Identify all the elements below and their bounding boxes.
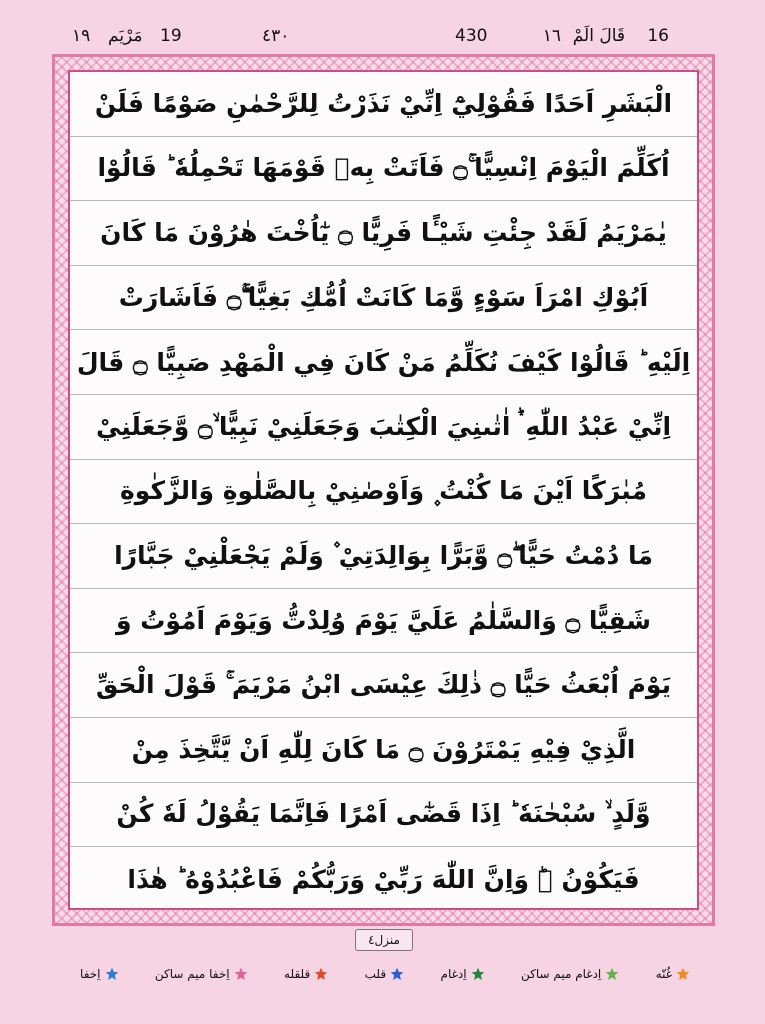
legend-label: غُنّه [655, 967, 672, 981]
page-number: 430 [455, 26, 488, 46]
legend-label: قلب [364, 967, 387, 981]
legend-item-idgham-meem-saakin [521, 967, 619, 981]
text-line-1: الْبَشَرِ اَحَدًا فَقُوْلِيْٓ اِنِّيْ نَذَرْتُ لِلرَّحْمٰنِ صَوْمًا فَلَنْ [70, 72, 697, 137]
legend-item-qalqala [284, 967, 328, 981]
legend-item-qalb [365, 967, 405, 981]
surah-number-arabic: ١٩ [72, 26, 91, 46]
star-icon [605, 967, 619, 981]
juz-number: 16 [647, 26, 669, 46]
manzil-label: منزل٤ [355, 929, 413, 951]
text-line-8: مَا دُمْتُ حَيًّا ۖ۝ وَّبَرًّا بِوَالِدَتِيْ ۫ وَلَمْ يَجْعَلْنِيْ جَبَّارًا [70, 524, 697, 589]
legend-label: قلقله [284, 967, 311, 981]
text-line-2: اُكَلِّمَ الْيَوْمَ اِنْسِيًّا ۚ۝ فَاَتَتْ بِهٖ قَوْمَهَا تَحْمِلُهٗ ؕ قَالُوْا [70, 137, 697, 202]
quran-text-panel [68, 70, 699, 910]
legend-label: اِدغام میم ساکن [520, 967, 602, 981]
legend-star-shape [234, 968, 247, 980]
text-line-10: يَوْمَ اُبْعَثُ حَيًّا ۝ ذٰلِكَ عِيْسَى ابْنُ مَرْيَمَ ۚ قَوْلَ الْحَقِّ [70, 653, 697, 718]
legend-item-idgham [441, 967, 485, 981]
legend-label: اِدغام [440, 967, 467, 981]
legend-label: اِخفا [80, 967, 101, 981]
star-icon [390, 967, 404, 981]
text-line-12: وَّلَدٍ ۙ سُبْحٰنَهٗ ؕ اِذَا قَضٰٓى اَمْرًا فَاِنَّمَا يَقُوْلُ لَهٗ كُنْ [70, 783, 697, 848]
juz-number-arabic: ١٦ [542, 26, 561, 46]
legend-item-ikhfa [80, 967, 118, 981]
text-line-4: اَبُوْكِ امْرَاَ سَوْءٍ وَّمَا كَانَتْ اُمُّكِ بَغِيًّا ۖۚ۝ فَاَشَارَتْ [70, 266, 697, 331]
tajweed-legend [80, 960, 690, 988]
star-icon [234, 967, 248, 981]
text-line-11: الَّذِيْ فِيْهِ يَمْتَرُوْنَ ۝ مَا كَانَ لِلّٰهِ اَنْ يَّتَّخِذَ مِنْ [70, 718, 697, 783]
legend-star-shape [315, 968, 328, 980]
legend-item-ghunna [656, 967, 690, 981]
text-line-3: يٰمَرْيَمُ لَقَدْ جِئْتِ شَيْـًٔا فَرِيًّا ۝ يٰٓاُخْتَ هٰرُوْنَ مَا كَانَ [70, 201, 697, 266]
text-line-7: مُبٰرَكًا اَيْنَ مَا كُنْتُ ۪ وَاَوْصٰنِيْ بِالصَّلٰوةِ وَالزَّكٰوةِ [70, 460, 697, 525]
page-number-arabic: ٤٣٠ [262, 26, 290, 46]
text-line-6: اِنِّيْ عَبْدُ اللّٰهِ ۛؕ اٰتٰىنِيَ الْكِتٰبَ وَجَعَلَنِيْ نَبِيًّا ۙ۝ وَّجَعَلَنِيْ [70, 395, 697, 460]
star-icon [105, 967, 119, 981]
legend-item-ikhfa-meem-saakin [155, 967, 248, 981]
star-icon [314, 967, 328, 981]
legend-star-shape [606, 968, 619, 980]
legend-star-shape [105, 968, 118, 980]
page-header [0, 0, 765, 58]
star-icon [471, 967, 485, 981]
legend-star-shape [471, 968, 484, 980]
legend-label: اِخفا میم ساکن [154, 967, 230, 981]
text-line-13: فَيَكُوْنُ ۝ؕ وَاِنَّ اللّٰهَ رَبِّيْ وَرَبُّكُمْ فَاعْبُدُوْهُ ؕ هٰذَا [127, 864, 640, 894]
legend-star-shape [677, 968, 690, 980]
surah-name: مَرْيَم [108, 26, 143, 46]
star-icon [676, 967, 690, 981]
juz-name: قَالَ الَمْ [572, 26, 625, 46]
text-line-9: شَقِيًّا ۝ وَالسَّلٰمُ عَلَيَّ يَوْمَ وُلِدْتُّ وَيَوْمَ اَمُوْتُ وَ [70, 589, 697, 654]
text-line-5: اِلَيْهِ ؕ قَالُوْا كَيْفَ نُكَلِّمُ مَنْ كَانَ فِي الْمَهْدِ صَبِيًّا ۝ قَالَ [70, 330, 697, 395]
legend-star-shape [391, 968, 404, 980]
surah-number: 19 [160, 26, 182, 46]
